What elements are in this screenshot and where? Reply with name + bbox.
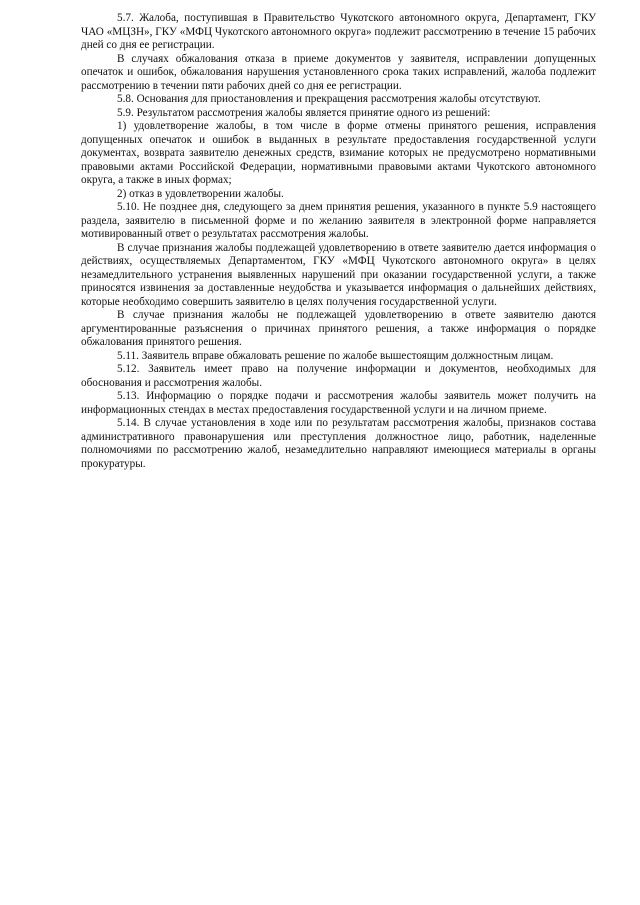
paragraph-5-10: 5.10. Не позднее дня, следующего за днем принятия решения, указанного в пункте 5.9 настоящего раздела, заявителю в письменной форме и по желанию заявителя в электронной форме направляется мотивированный ответ о результатах рассмотрения жалобы. — [81, 201, 596, 240]
paragraph-5-7-appeal-refusal: В случаях обжалования отказа в приеме документов у заявителя, исправлении допущенных опечаток и ошибок, обжалования нарушения установленного срока таких исправлений, жалоба подлежит рассмотрению в течении пяти рабочих дней со дня ее регистрации. — [81, 52, 596, 92]
paragraph-5-8: 5.8. Основания для приостановления и прекращения рассмотрения жалобы отсутствуют. — [117, 93, 541, 105]
paragraph-5-9-item-1: 1) удовлетворение жалобы, в том числе в форме отмены принятого решения, исправления допущенных опечаток и ошибок в выданных в результате предоставления государственной услуги документах, возврата заявителю денежных средств, взимание которых не предусмотрено нормативными правовыми актами Российской Федерации, нормативными правовыми актами Чукотского автономного округа, а также в иных формах; — [81, 120, 596, 186]
paragraph-5-7: 5.7. Жалоба, поступившая в Правительство Чукотского автономного округа, Департамент, ГКУ ЧАО «МЦЗН», ГКУ «МФЦ Чукотского автономного округа» подлежит рассмотрению в течение 15 рабочих дней со дня ее регистрации. — [81, 12, 596, 51]
paragraph-5-11: 5.11. Заявитель вправе обжаловать решение по жалобе вышестоящим должностным лицам. — [117, 349, 554, 362]
paragraph-5-13: 5.13. Информацию о порядке подачи и рассмотрения жалобы заявитель может получить на информационных стендах в местах предоставления государственной услуги и на личном приеме. — [81, 390, 596, 416]
document-body — [81, 12, 596, 471]
paragraph-5-9-item-2: 2) отказ в удовлетворении жалобы. — [117, 187, 284, 200]
paragraph-5-9: 5.9. Результатом рассмотрения жалобы является принятие одного из решений: — [117, 106, 491, 119]
paragraph-5-10-satisfied: В случае признания жалобы подлежащей удовлетворению в ответе заявителю дается информация о действиях, осуществляемых Департаментом, ГКУ «МФЦ Чукотского автономного округа» в целях незамедлительного устранения выявленных нарушений при оказании государственной услуги, а также приносятся извинения за доставленные неудобства и указывается информация о дальнейших действиях, которые необходимо совершить заявителю в целях получения государственной услуги. — [81, 241, 596, 308]
paragraph-5-14: 5.14. В случае установления в ходе или по результатам рассмотрения жалобы, признаков состава административного правонарушения или преступления должностное лицо, работник, наделенные полномочиями по рассмотрению жалоб, незамедлительно направляют имеющиеся материалы в органы прокуратуры. — [81, 417, 596, 470]
paragraph-5-12: 5.12. Заявитель имеет право на получение информации и документов, необходимых для обоснования и рассмотрения жалобы. — [81, 363, 596, 389]
paragraph-5-10-rejected: В случае признания жалобы не подлежащей удовлетворению в ответе заявителю даются аргументированные разъяснения о причинах принятого решения, а также информация о порядке обжалования принятого решения. — [81, 309, 596, 348]
